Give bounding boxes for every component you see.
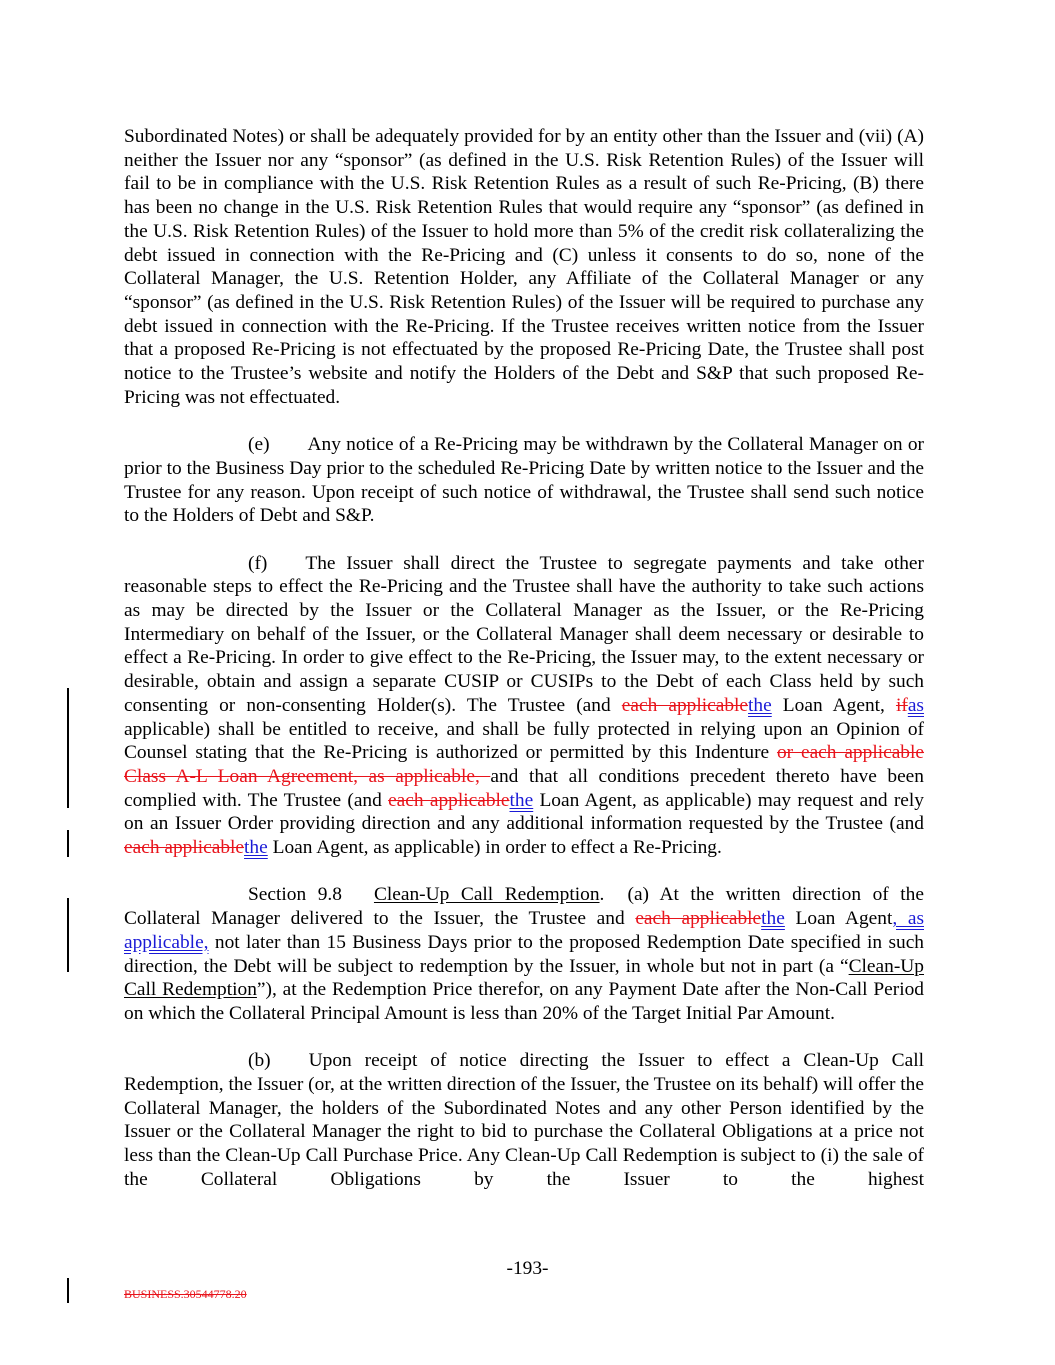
- deleted-text: or each applicable Class A-L Loan Agreement, as applicable,: [124, 742, 924, 787]
- paragraph-text: Loan Agent,: [771, 694, 896, 716]
- change-bar: [67, 1278, 69, 1303]
- paragraph-text: Upon receipt of notice directing the Issuer to effect a Clean-Up Call Redemption, the Issuer (or, at the written direction of the Issuer, the Trustee on its behalf) will offer the Collateral Manager, the holders of the Subordinated Notes and any other Person identified by the Issuer or the Collateral Manager the right to bid to purchase the Collateral Obligations at a price not less than the Clean-Up Call Purchase Price. Any Clean-Up Call Redemption is subject to (i) the sale of the Collateral Obligations by the Issuer to the highest: [124, 1050, 924, 1190]
- defined-term: Clean-Up Call Redemption: [124, 955, 924, 1001]
- inserted-text: the: [244, 837, 268, 859]
- section-9-8: [124, 883, 924, 1025]
- inserted-text: the: [748, 694, 772, 716]
- section-number: Section 9.8: [248, 884, 342, 906]
- deleted-text: each applicable: [124, 837, 245, 859]
- page-number: -193-: [506, 1258, 549, 1279]
- paragraph-label: (e): [248, 434, 270, 456]
- deleted-text: each applicable: [388, 789, 510, 811]
- paragraph-label: (f): [248, 552, 268, 574]
- deleted-text: each applicable: [635, 908, 762, 930]
- paragraph-text: At the written direction of the Collateral Manager delivered to the Issuer, the Trustee and: [124, 884, 924, 930]
- paragraph-text: applicable) shall be entitled to receive, and shall be fully protected in relying upon an Opinion of Counsel stating that the Re-Pricing is authorized or permitted by this Indenture: [124, 718, 924, 764]
- paragraph-text: and that all conditions precedent thereto have been complied with. The Trustee (and: [124, 765, 924, 811]
- section-title: Clean-Up Call Redemption: [373, 884, 600, 906]
- change-bar: [67, 898, 69, 972]
- paragraph-text: Any notice of a Re-Pricing may be withdrawn by the Collateral Manager on or prior to the Business Day prior to the scheduled Re-Pricing Date by written notice to the Issuer and the Trustee for any reason. Upon receipt of such notice of withdrawal, the Trustee shall send such notice to the Holders of Debt and S&P.: [124, 434, 924, 527]
- paragraph-text: Loan Agent: [784, 908, 893, 930]
- inserted-text: as: [907, 694, 924, 716]
- document-id: BUSINESS.30544778.20: [124, 1287, 247, 1301]
- paragraph-label: (b): [248, 1050, 271, 1072]
- paragraph-f: [124, 552, 924, 860]
- deleted-text: each applicable: [621, 694, 749, 716]
- paragraph-text: not later than 15 Business Days prior to the proposed Redemption Date specified in such direction, the Debt will be subject to redemption by the Issuer, in whole but not in part (a “: [124, 931, 924, 977]
- inserted-text: the: [761, 908, 785, 930]
- inserted-text: , as applicable,: [124, 908, 924, 953]
- inserted-text: the: [509, 789, 534, 811]
- paragraph-continued: [124, 125, 924, 409]
- deleted-text: if: [895, 694, 908, 716]
- paragraph-text: ”), at the Redemption Price therefor, on any Payment Date after the Non-Call Period on which the Collateral Principal Amount is less than 20% of the Target Initial Par Amount.: [124, 979, 924, 1024]
- section-title-punct: .: [599, 884, 605, 906]
- paragraph-text: Loan Agent, as applicable) may request and rely on an Issuer Order providing direction and any additional information requested by the Trustee (and: [124, 789, 924, 835]
- paragraph-e: [124, 433, 924, 528]
- paragraph-text: Subordinated Notes) or shall be adequately provided for by an entity other than the Issuer and (vii) (A) neither the Issuer nor any “sponsor” (as defined in the U.S. Risk Retention Rules) of the Issuer will fail to be in compliance with the U.S. Risk Retention Rules as a result of such Re-Pricing, (B) there has been no change in the U.S. Risk Retention Rules that would require any “sponsor” (as defined in the U.S. Risk Retention Rules) of the Issuer to hold more than 5% of the credit risk collateralizing the debt issued in connection with the Re-Pricing and (C) unless it consents to do so, none of the Collateral Manager, the U.S. Retention Holder, any Affiliate of the Collateral Manager or any “sponsor” (as defined in the U.S. Risk Retention Rules) of the Issuer will be required to purchase any debt issued in connection with the Re-Pricing. If the Trustee receives written notice from the Issuer that a proposed Re-Pricing is not effectuated by the proposed Re-Pricing Date, the Trustee shall post notice to the Trustee’s website and notify the Holders of the Debt and S&P that such proposed Re-Pricing was not effectuated.: [124, 126, 924, 408]
- paragraph-b: [124, 1049, 924, 1191]
- paragraph-label: (a): [627, 884, 650, 906]
- change-bar: [67, 830, 69, 857]
- change-bar: [67, 688, 69, 808]
- document-body: [124, 125, 924, 1192]
- paragraph-text: The Issuer shall direct the Trustee to segregate payments and take other reasonable steps to effect the Re-Pricing and the Trustee shall have the authority to take such actions as may be directed by the Issuer or the Collateral Manager as the Issuer, or the Re-Pricing Intermediary on behalf of the Issuer, or the Collateral Manager shall deem necessary or desirable to effect a Re-Pricing. In order to give effect to the Re-Pricing, the Issuer may, to the extent necessary or desirable, obtain and assign a separate CUSIP or CUSIPs to the Debt of each Class held by such consenting or non-consenting Holder(s). The Trustee (and: [124, 552, 924, 716]
- paragraph-text: Loan Agent, as applicable) in order to effect a Re-Pricing.: [267, 837, 722, 859]
